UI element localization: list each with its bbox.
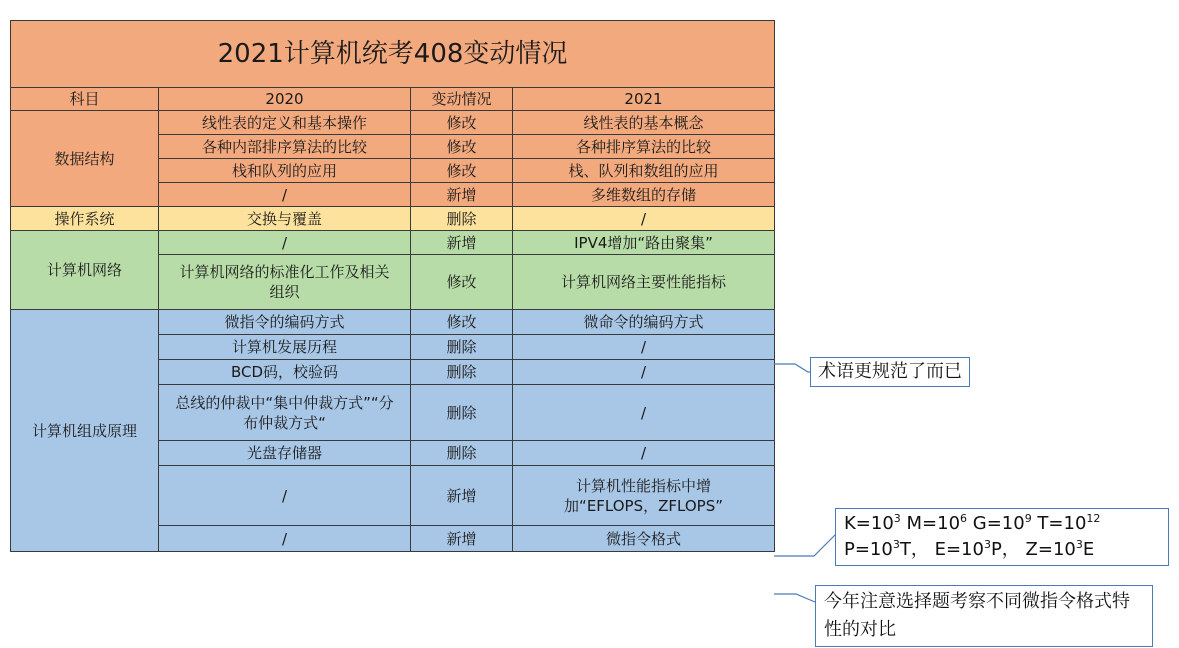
cell-2021: / (513, 385, 775, 441)
cell-change: 删除 (411, 360, 513, 385)
callout-format-text: 今年注意选择题考察不同微指令格式特性的对比 (824, 591, 1130, 640)
header-2020: 2020 (159, 88, 411, 111)
units-line-1: $K=10^3$ $M=10^6$ $G=10^9$ $T=10^{12}$ (844, 512, 1101, 534)
cell-2021: / (513, 360, 775, 385)
callout-units (835, 508, 1169, 566)
header-2021: 2021 (513, 88, 775, 111)
cell-2021: / (513, 441, 775, 466)
subject-cell: 计算机组成原理 (11, 310, 159, 552)
cell-2020: 微指令的编码方式 (159, 310, 411, 335)
cell-2021: 计算机性能指标中增加“EFLOPS，ZFLOPS” (513, 466, 775, 526)
cell-2020: 总线的仲裁中“集中仲裁方式”“分布仲裁方式“ (159, 385, 411, 441)
cell-2021: 计算机网络主要性能指标 (513, 255, 775, 310)
cell-2020: 各种内部排序算法的比较 (159, 135, 411, 159)
cell-2020: 计算机网络的标准化工作及相关组织 (159, 255, 411, 310)
cell-2021: IPV4增加“路由聚集” (513, 231, 775, 255)
cell-change: 修改 (411, 255, 513, 310)
cell-change: 修改 (411, 159, 513, 183)
cell-2021: / (513, 335, 775, 360)
cell-2021: / (513, 207, 775, 231)
subject-cell: 数据结构 (11, 111, 159, 207)
cell-change: 删除 (411, 335, 513, 360)
cell-2020: 计算机发展历程 (159, 335, 411, 360)
cell-2021: 各种排序算法的比较 (513, 135, 775, 159)
cell-2020: / (159, 526, 411, 552)
header-subject: 科目 (11, 88, 159, 111)
cell-2020: 交换与覆盖 (159, 207, 411, 231)
units-line-2: $P=10^3T$， $E=10^3P$， $Z=10^3E$ (844, 538, 1095, 560)
cell-2020: 栈和队列的应用 (159, 159, 411, 183)
cell-2021: 线性表的基本概念 (513, 111, 775, 135)
callout-format (815, 585, 1153, 647)
cell-change: 新增 (411, 526, 513, 552)
cell-2021: 多维数组的存储 (513, 183, 775, 207)
callout-term (810, 357, 970, 387)
subject-cell: 操作系统 (11, 207, 159, 231)
cell-change: 修改 (411, 135, 513, 159)
cell-change: 删除 (411, 207, 513, 231)
leader-format (774, 594, 815, 602)
cell-2020: / (159, 183, 411, 207)
cell-2020: / (159, 466, 411, 526)
cell-change: 删除 (411, 441, 513, 466)
cell-2021: 栈、队列和数组的应用 (513, 159, 775, 183)
cell-2020: BCD码，校验码 (159, 360, 411, 385)
cell-2020: 线性表的定义和基本操作 (159, 111, 411, 135)
cell-change: 新增 (411, 466, 513, 526)
cell-change: 修改 (411, 111, 513, 135)
callout-term-text: 术语更规范了而已 (818, 361, 962, 382)
cell-change: 新增 (411, 183, 513, 207)
cell-2020: / (159, 231, 411, 255)
subject-cell: 计算机网络 (11, 231, 159, 310)
table-title: 2021计算机统考408变动情况 (11, 21, 775, 88)
header-change: 变动情况 (411, 88, 513, 111)
cell-change: 新增 (411, 231, 513, 255)
cell-change: 修改 (411, 310, 513, 335)
cell-2021: 微指令格式 (513, 526, 775, 552)
cell-change: 删除 (411, 385, 513, 441)
cell-2021: 微命令的编码方式 (513, 310, 775, 335)
leader-units (774, 535, 835, 556)
cell-2020: 光盘存储器 (159, 441, 411, 466)
